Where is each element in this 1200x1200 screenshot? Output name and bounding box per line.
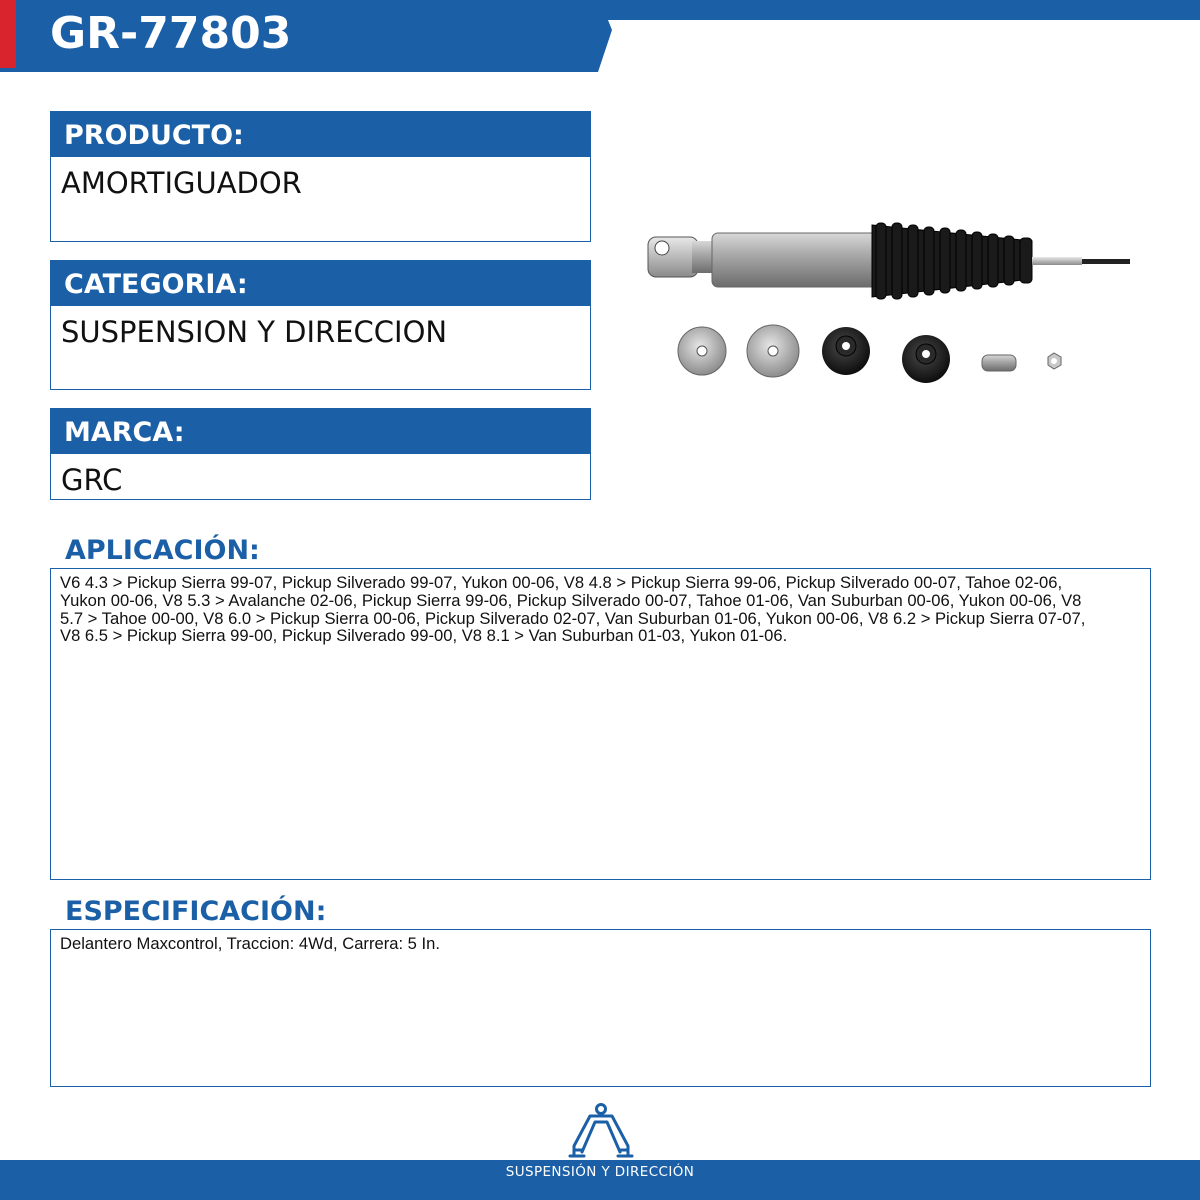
category-label: CATEGORIA: — [50, 260, 591, 306]
shock-absorber-illustration — [640, 215, 1140, 395]
application-line: V6 4.3 > Pickup Sierra 99-07, Pickup Silverado 99-07, Yukon 00-06, V8 4.8 > Pickup Sierra 99-06, Pickup Silverado 00-07, Tahoe 02-06, — [60, 573, 1063, 592]
product-box — [50, 111, 591, 242]
part-number: GR-77803 — [50, 8, 292, 59]
header-banner — [0, 0, 1200, 72]
brand-label: MARCA: — [50, 408, 591, 454]
specification-text: Delantero Maxcontrol, Traccion: 4Wd, Carrera: 5 In. — [60, 934, 440, 953]
category-value: SUSPENSION Y DIRECCION — [50, 306, 591, 390]
specification-panel — [50, 929, 1151, 1087]
brand-value: GRC — [50, 454, 591, 500]
application-line: 5.7 > Tahoe 00-00, V8 6.0 > Pickup Sierra 00-06, Pickup Silverado 02-07, Van Suburban 01-06, Yukon 00-06, V8 6.2 > Pickup Sierra 07-07, — [60, 608, 1086, 628]
product-label: PRODUCTO: — [50, 111, 591, 157]
brand-box — [50, 408, 591, 500]
application-line: V8 6.5 > Pickup Sierra 99-00, Pickup Silverado 99-00, V8 8.1 > Van Suburban 01-03, Yukon 01-06. — [60, 626, 788, 646]
application-line: Yukon 00-06, V8 5.3 > Avalanche 02-06, Pickup Sierra 99-06, Pickup Silverado 00-07, Tahoe 01-06, Van Suburban 00-06, Yukon 00-06, V8 — [60, 590, 1082, 610]
application-panel — [50, 568, 1151, 880]
application-title: APLICACIÓN: — [65, 535, 260, 566]
footer-banner — [0, 1160, 1200, 1200]
control-arm-icon — [566, 1100, 636, 1164]
specification-title: ESPECIFICACIÓN: — [65, 896, 327, 927]
product-value: AMORTIGUADOR — [50, 157, 591, 242]
footer-category-label: SUSPENSIÓN Y DIRECCIÓN — [505, 1164, 695, 1180]
product-image — [640, 215, 1140, 395]
category-box — [50, 260, 591, 390]
